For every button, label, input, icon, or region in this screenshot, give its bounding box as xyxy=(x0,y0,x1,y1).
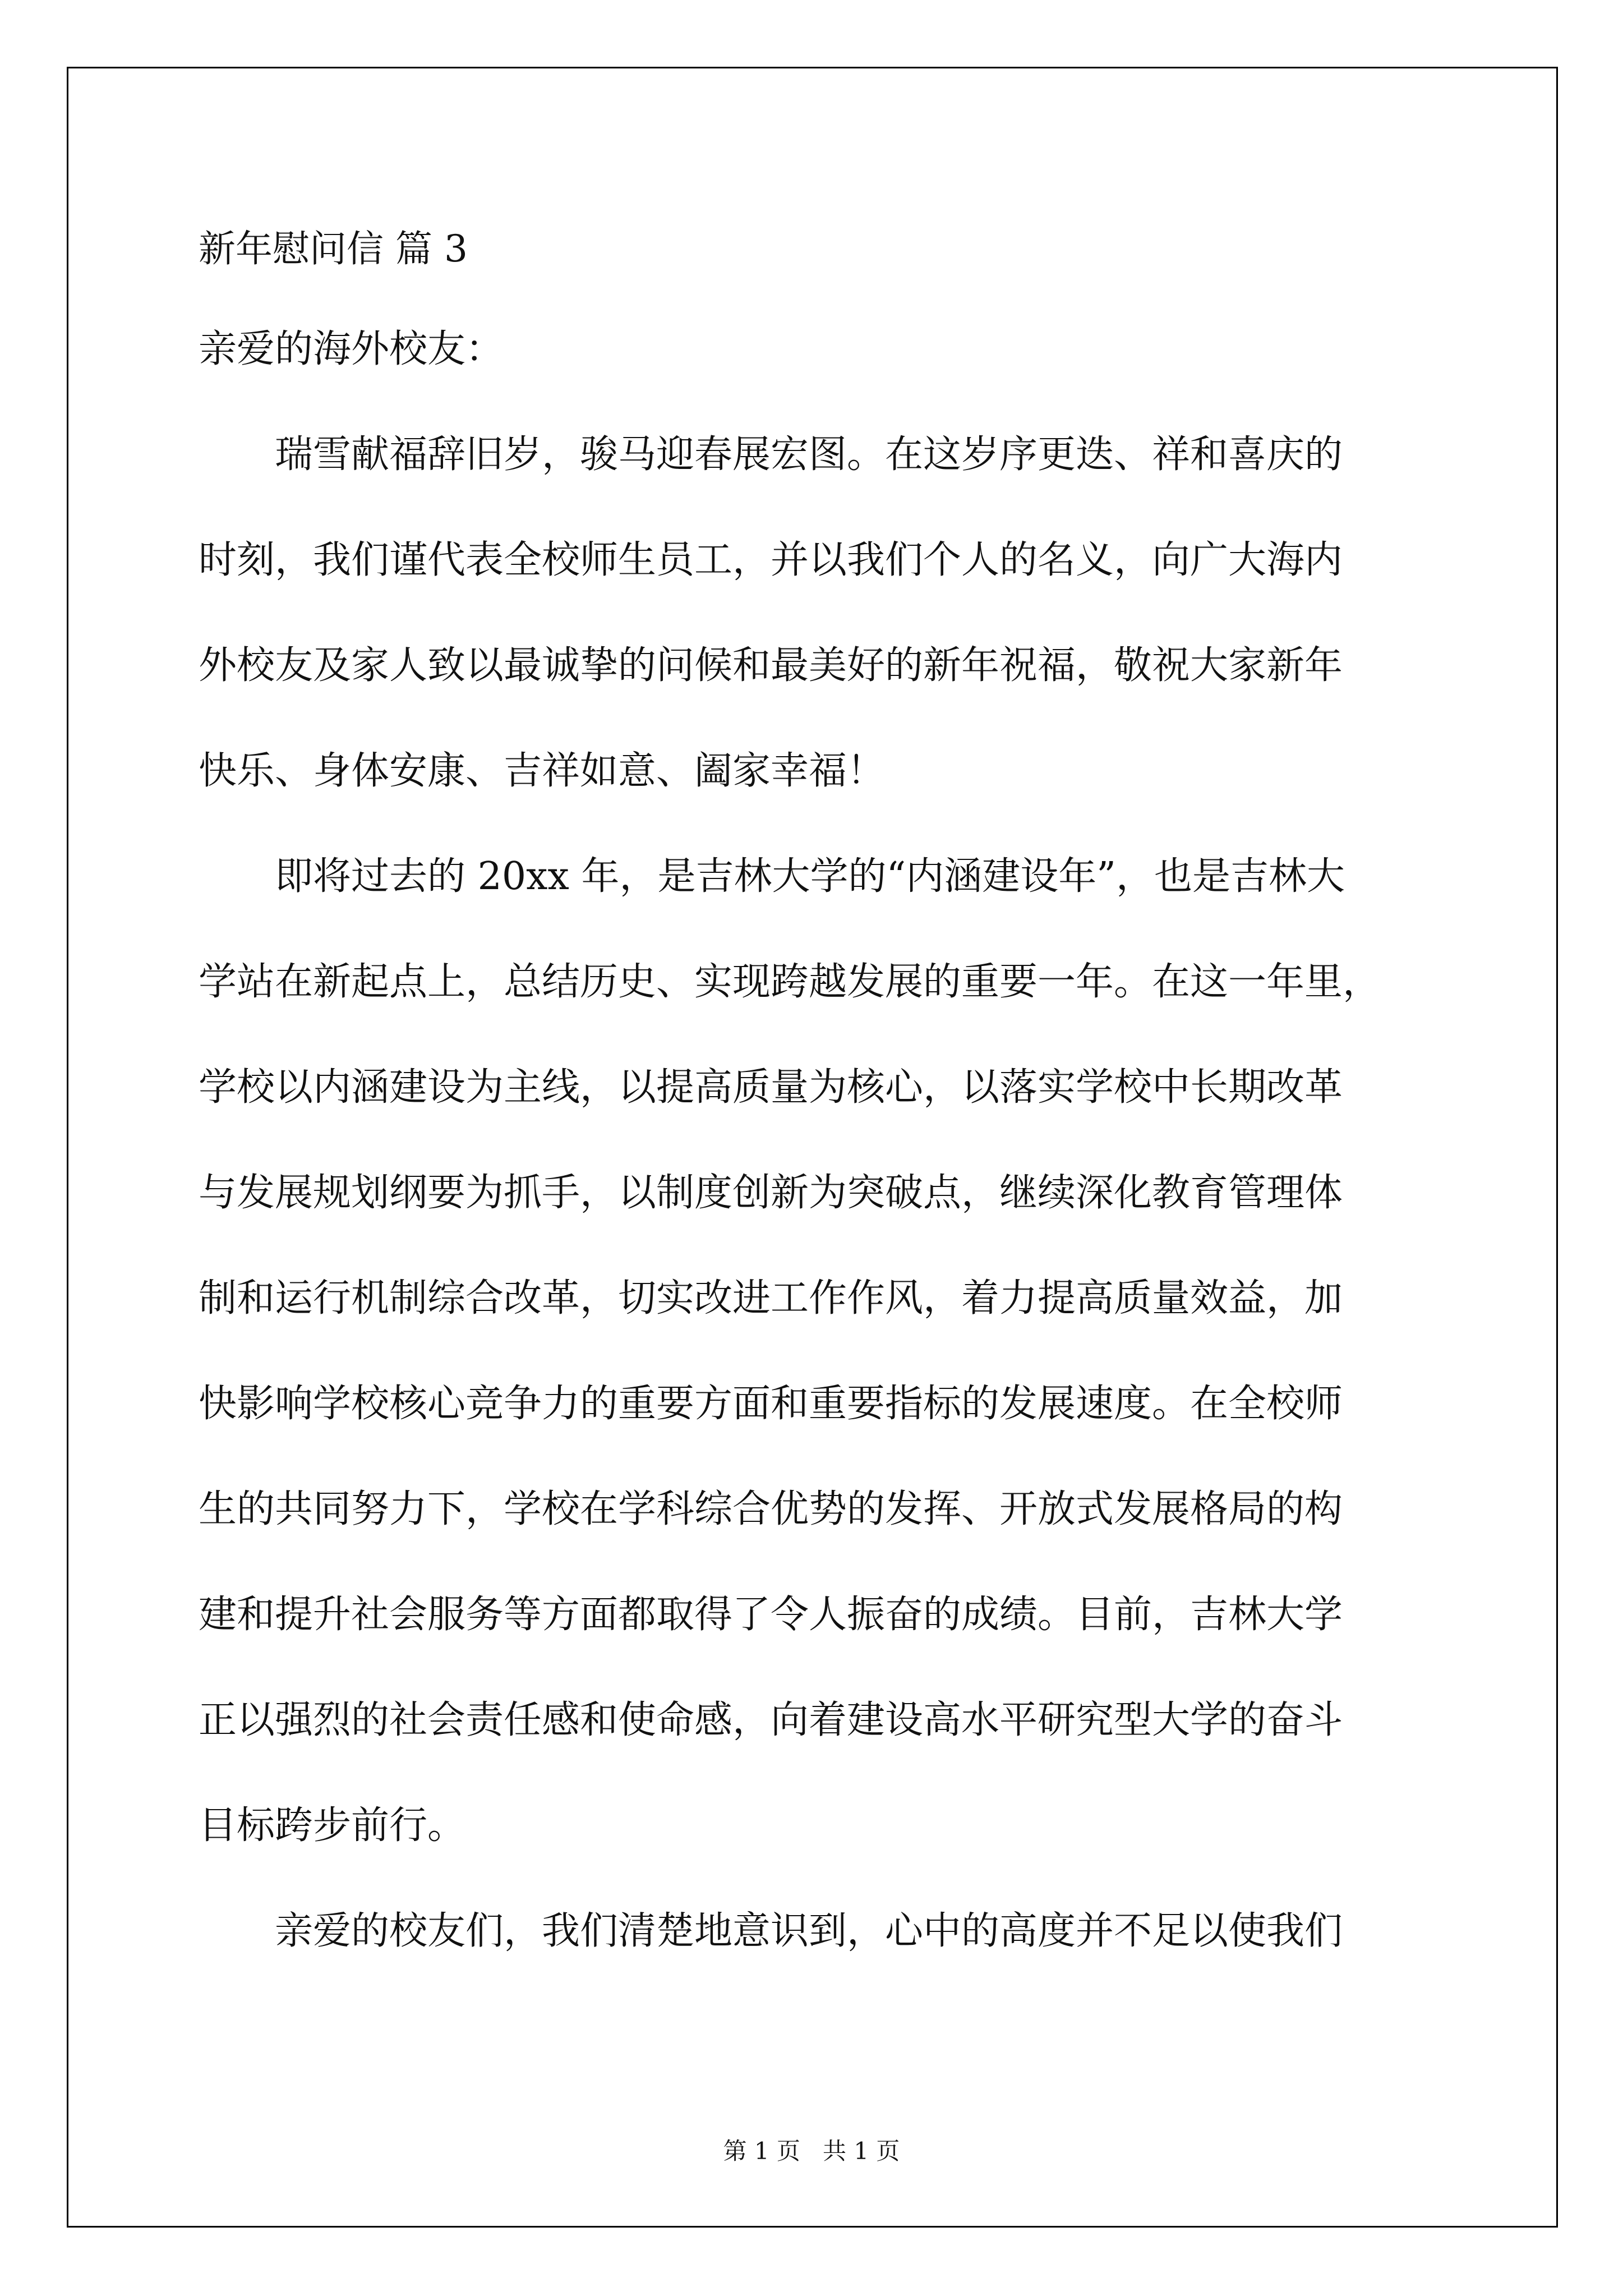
body-line: 与发展规划纲要为抓手，以制度创新为突破点，继续深化教育管理体 xyxy=(199,1171,1343,1215)
body-line: 瑞雪献福辞旧岁，骏马迎春展宏图。在这岁序更迭、祥和喜庆的 xyxy=(199,432,1343,477)
body-line: 学站在新起点上，总结历史、实现跨越发展的重要一年。在这一年里， xyxy=(199,960,1381,1004)
body-line: 建和提升社会服务等方面都取得了令人振奋的成绩。目前，吉林大学 xyxy=(199,1593,1343,1637)
page-total: 共 1 页 xyxy=(823,2137,900,2165)
document-title: 新年慰问信 篇 3 xyxy=(199,227,468,270)
body-line: 生的共同努力下，学校在学科综合优势的发挥、开放式发展格局的构 xyxy=(199,1487,1343,1531)
body-line: 正以强烈的社会责任感和使命感，向着建设高水平研究型大学的奋斗 xyxy=(199,1698,1343,1742)
body-line: 外校友及家人致以最诚挚的问候和最美好的新年祝福，敬祝大家新年 xyxy=(199,643,1343,688)
body-line: 快影响学校核心竞争力的重要方面和重要指标的发展速度。在全校师 xyxy=(199,1382,1343,1426)
body-line: 制和运行机制综合改革，切实改进工作作风，着力提高质量效益，加 xyxy=(199,1276,1343,1320)
page-number: 第 1 页 xyxy=(723,2137,800,2165)
salutation: 亲爱的海外校友： xyxy=(199,327,504,371)
body-line: 时刻，我们谨代表全校师生员工，并以我们个人的名义，向广大海内 xyxy=(199,538,1343,582)
page-border xyxy=(67,67,1558,2228)
body-line: 学校以内涵建设为主线，以提高质量为核心，以落实学校中长期改革 xyxy=(199,1065,1343,1110)
body-line: 即将过去的 20xx 年，是吉林大学的“内涵建设年”，也是吉林大 xyxy=(199,854,1345,899)
page-footer xyxy=(0,2133,1623,2166)
body-line: 亲爱的校友们，我们清楚地意识到，心中的高度并不足以使我们 xyxy=(199,1909,1343,1953)
body-line: 快乐、身体安康、吉祥如意、阖家幸福！ xyxy=(199,749,886,793)
body-line: 目标跨步前行。 xyxy=(199,1803,466,1848)
